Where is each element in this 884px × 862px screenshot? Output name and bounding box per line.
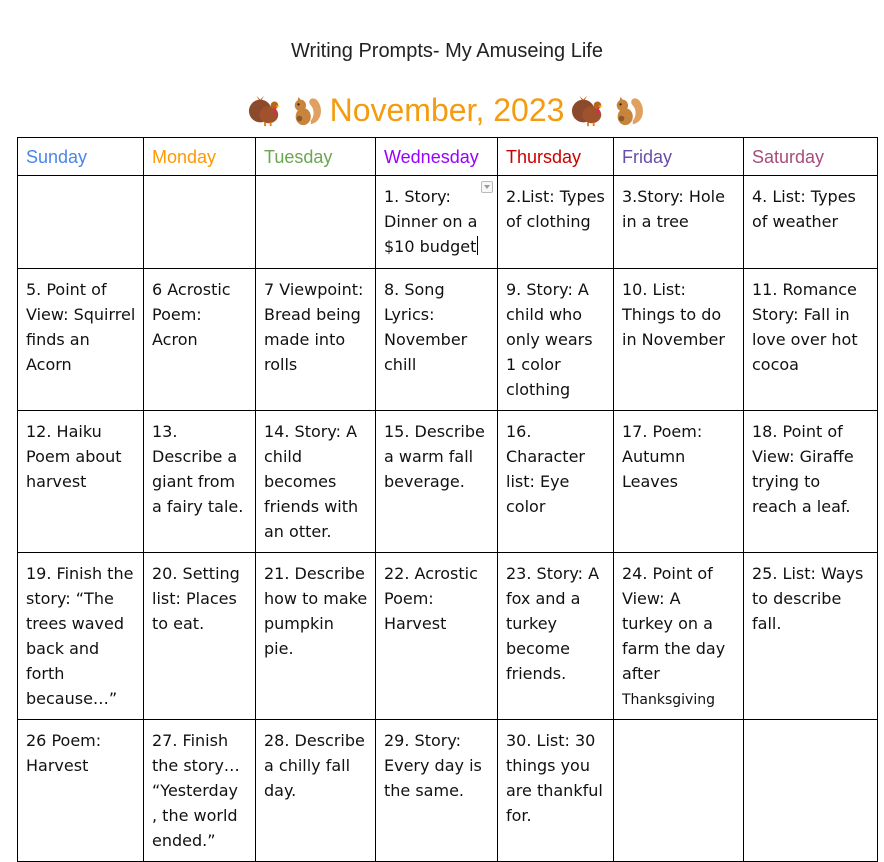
day-cell-18[interactable]: 18. Point of View: Giraffe trying to reach a leaf. bbox=[744, 411, 878, 553]
week-row-2 bbox=[18, 269, 878, 411]
squirrel-icon bbox=[290, 94, 324, 128]
day-header-thursday[interactable]: Thursday bbox=[498, 138, 614, 176]
day-cell-7[interactable]: 7 Viewpoint: Bread being made into rolls bbox=[256, 269, 376, 411]
day-cell-17[interactable]: 17. Poem: Autumn Leaves bbox=[614, 411, 744, 553]
day-cell-empty[interactable] bbox=[614, 720, 744, 862]
day-cell-26[interactable]: 26 Poem: Harvest bbox=[18, 720, 144, 862]
turkey-icon bbox=[248, 94, 282, 128]
day-cell-empty[interactable] bbox=[18, 176, 144, 269]
day-header-friday[interactable]: Friday bbox=[614, 138, 744, 176]
week-row-1 bbox=[18, 176, 878, 269]
day-header-monday[interactable]: Monday bbox=[144, 138, 256, 176]
day-header-tuesday[interactable]: Tuesday bbox=[256, 138, 376, 176]
day-cell-13[interactable]: 13. Describe a giant from a fairy tale. bbox=[144, 411, 256, 553]
day-cell-6[interactable]: 6 Acrostic Poem: Acron bbox=[144, 269, 256, 411]
day-cell-22[interactable]: 22. Acrostic Poem: Harvest bbox=[376, 553, 498, 720]
day-header-wednesday[interactable]: Wednesday bbox=[376, 138, 498, 176]
document-title: Writing Prompts- My Amuseing Life bbox=[291, 40, 603, 62]
day-cell-10[interactable]: 10. List: Things to do in November bbox=[614, 269, 744, 411]
day-cell-8[interactable]: 8. Song Lyrics: November chill bbox=[376, 269, 498, 411]
day-cell-4[interactable]: 4. List: Types of weather bbox=[744, 176, 878, 269]
day-header-saturday[interactable]: Saturday bbox=[744, 138, 878, 176]
day-cell-16[interactable]: 16. Character list: Eye color bbox=[498, 411, 614, 553]
month-header bbox=[0, 92, 884, 136]
text-cursor bbox=[477, 236, 478, 255]
day-cell-empty[interactable] bbox=[256, 176, 376, 269]
week-row-3 bbox=[18, 411, 878, 553]
day-cell-11[interactable]: 11. Romance Story: Fall in love over hot cocoa bbox=[744, 269, 878, 411]
day-cell-1[interactable] bbox=[376, 176, 498, 269]
day-cell-5[interactable]: 5. Point of View: Squirrel finds an Acorn bbox=[18, 269, 144, 411]
day-cell-9[interactable]: 9. Story: A child who only wears 1 color clothing bbox=[498, 269, 614, 411]
squirrel-icon bbox=[612, 94, 646, 128]
day-cell-12[interactable]: 12. Haiku Poem about harvest bbox=[18, 411, 144, 553]
day-cell-21[interactable]: 21. Describe how to make pumpkin pie. bbox=[256, 553, 376, 720]
calendar-table bbox=[17, 137, 878, 862]
day-cell-3[interactable]: 3.Story: Hole in a tree bbox=[614, 176, 744, 269]
month-title: November, 2023 bbox=[329, 92, 565, 128]
week-row-5 bbox=[18, 720, 878, 862]
day-cell-29[interactable]: 29. Story: Every day is the same. bbox=[376, 720, 498, 862]
day-cell-15[interactable]: 15. Describe a warm fall beverage. bbox=[376, 411, 498, 553]
day-cell-23[interactable]: 23. Story: A fox and a turkey become friends. bbox=[498, 553, 614, 720]
day-prompt-small-text: Thanksgiving bbox=[622, 692, 715, 708]
day-cell-30[interactable]: 30. List: 30 things you are thankful for. bbox=[498, 720, 614, 862]
day-cell-empty[interactable] bbox=[144, 176, 256, 269]
day-prompt-text: 24. Point of View: A turkey on a farm the day after bbox=[622, 564, 726, 683]
day-cell-25[interactable]: 25. List: Ways to describe fall. bbox=[744, 553, 878, 720]
weekday-header-row bbox=[18, 138, 878, 176]
day-cell-19[interactable]: 19. Finish the story: “The trees waved back and forth because…” bbox=[18, 553, 144, 720]
day-cell-24[interactable] bbox=[614, 553, 744, 720]
week-row-4 bbox=[18, 553, 878, 720]
turkey-icon bbox=[571, 94, 605, 128]
day-header-sunday[interactable]: Sunday bbox=[18, 138, 144, 176]
day-prompt-text: 1. Story: Dinner on a $10 budget bbox=[384, 187, 478, 256]
day-cell-20[interactable]: 20. Setting list: Places to eat. bbox=[144, 553, 256, 720]
day-cell-2[interactable]: 2.List: Types of clothing bbox=[498, 176, 614, 269]
day-cell-14[interactable]: 14. Story: A child becomes friends with an otter. bbox=[256, 411, 376, 553]
day-cell-28[interactable]: 28. Describe a chilly fall day. bbox=[256, 720, 376, 862]
day-cell-27[interactable]: 27. Finish the story… “Yesterday , the world ended.” bbox=[144, 720, 256, 862]
day-cell-empty[interactable] bbox=[744, 720, 878, 862]
cell-dropdown-icon[interactable] bbox=[481, 181, 493, 193]
